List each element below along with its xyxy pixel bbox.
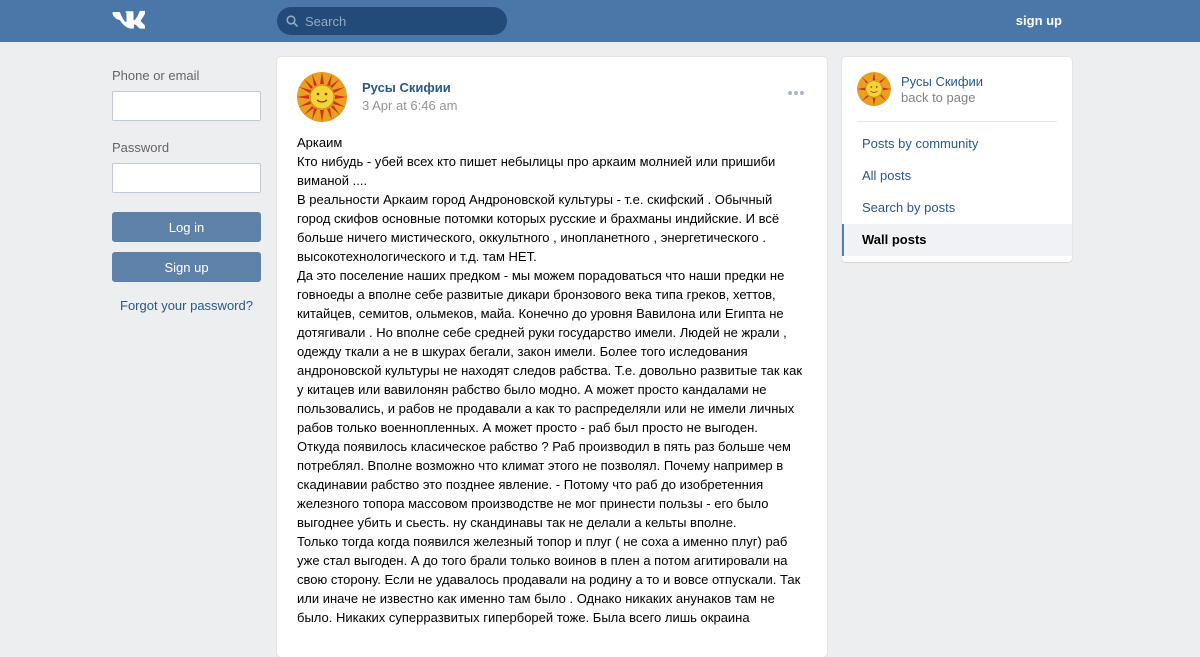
password-input[interactable] bbox=[112, 163, 261, 193]
vk-logo-icon[interactable] bbox=[112, 10, 145, 32]
phone-input[interactable] bbox=[112, 91, 261, 121]
password-label: Password bbox=[112, 140, 170, 155]
header-signup-link[interactable]: sign up bbox=[1015, 13, 1062, 28]
side-menu-all-posts[interactable]: All posts bbox=[862, 168, 912, 183]
post-author-link[interactable]: Русы Скифии bbox=[362, 80, 451, 95]
forgot-password-link[interactable]: Forgot your password? bbox=[120, 298, 253, 313]
more-dots-icon[interactable] bbox=[788, 83, 808, 95]
post-date[interactable]: 3 Apr at 6:46 am bbox=[362, 98, 458, 113]
signup-button[interactable]: Sign up bbox=[112, 252, 261, 282]
top-bar bbox=[0, 0, 1200, 42]
post-text: Аркаим Кто нибудь - убей всех кто пишет небылицы про аркаим молнией или пришиби виманой .... В реальности Аркаим город Андроновской культуры - т.е. скифский . Обычный город скифов основные потомки которых русские и брахманы индийские. И всё больше ничего мистического, оккультного , инопланетного , энергетического . высокотехнологического и т.д. там НЕТ. Да это поселение наших предком - мы можем порадоваться что наши предки не говноеды а вполне себе развитые дикари бронзового века типа греков, хеттов, китайцев, семитов, ольмеков, майа. Конечно до уровня Вавилона или Египта не дотягивали . Но вполне себе средней руки государство имели. Людей не жрали , одежду ткали а не в шкурах бегали, закон имели. Более того иследования андроновской культуры не находят следов рабства. Т.е. довольно развитые так как у китацев или вавилонян рабство было модно. А может просто кандалами не пользовались, и рабов не продавали а как то распределяли или не имели личных рабов только военнопленных. А может просто - раб был просто не выгоден. Откуда появилось класическое рабство ? Раб производил в пять раз больше чем потреблял. Вполне возможно что климат этого не позволял. Почему например в скадинавии рабство это позднее явление. - Потому что раб до изобретенния железного топора массовом производстве не мог принести пользы - его было выгоднее убить и сьесть. ну скандинавы так не делали а кельты вполне. Только тогда когда появился железный топор и плуг ( не соха а именно плуг) раб уже стал выгоден. А до того брали только воинов в плен а потом агитировали на свою сторону. Если не удавалось продавали на родину а то и вовсе отпускали. Так или иначе не известно как именно там было . Однако никаких анунаков там не было. Никаких суперразвитых гиперборей тоже. Была всего лишь окраина bbox=[297, 135, 803, 625]
back-to-page-link[interactable]: back to page bbox=[901, 90, 976, 105]
phone-label: Phone or email bbox=[112, 68, 200, 83]
search-box[interactable] bbox=[277, 7, 507, 35]
side-menu-search-by-posts[interactable]: Search by posts bbox=[862, 200, 956, 215]
side-menu bbox=[842, 128, 1072, 256]
wall-post bbox=[277, 57, 827, 657]
search-input[interactable] bbox=[305, 7, 500, 35]
sun-avatar-icon[interactable] bbox=[297, 72, 347, 122]
side-menu-wall-posts[interactable]: Wall posts bbox=[842, 224, 1072, 256]
side-panel bbox=[842, 57, 1072, 262]
sun-avatar-icon[interactable] bbox=[857, 72, 891, 106]
login-panel bbox=[112, 68, 261, 313]
divider bbox=[857, 121, 1057, 122]
side-community-name[interactable]: Русы Скифии bbox=[901, 74, 984, 89]
login-button[interactable]: Log in bbox=[112, 212, 261, 242]
search-icon bbox=[286, 15, 298, 27]
side-menu-posts-by-community[interactable]: Posts by community bbox=[862, 136, 979, 151]
